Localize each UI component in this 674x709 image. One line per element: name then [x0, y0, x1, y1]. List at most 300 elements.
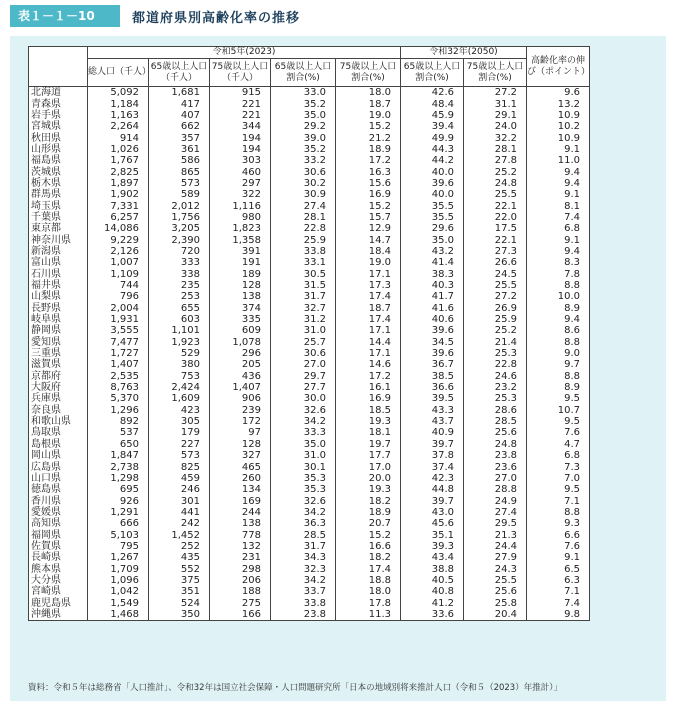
- table-row: [29, 325, 590, 336]
- value-cell: 30.6: [271, 166, 336, 177]
- value-cell: 5,092: [88, 87, 149, 99]
- value-cell: 417: [149, 98, 210, 109]
- value-cell: 34.2: [271, 416, 336, 427]
- value-cell: 25.2: [464, 325, 527, 336]
- value-cell: 18.2: [336, 552, 401, 563]
- value-cell: 8,763: [88, 382, 149, 393]
- value-cell: 1,931: [88, 314, 149, 325]
- value-cell: 239: [210, 405, 271, 416]
- table-row: [29, 87, 590, 99]
- value-cell: 18.1: [336, 427, 401, 438]
- value-cell: 1,296: [88, 405, 149, 416]
- value-cell: 38.8: [401, 563, 464, 574]
- value-cell: 23.2: [464, 382, 527, 393]
- value-cell: 374: [210, 303, 271, 314]
- value-cell: 9.5: [527, 484, 590, 495]
- value-cell: 35.0: [401, 234, 464, 245]
- table-row: [29, 121, 590, 132]
- value-cell: 695: [88, 484, 149, 495]
- value-cell: 29.2: [271, 121, 336, 132]
- value-cell: 7.3: [527, 461, 590, 472]
- value-cell: 34.2: [271, 575, 336, 586]
- value-cell: 17.1: [336, 269, 401, 280]
- table-row: [29, 495, 590, 506]
- value-cell: 27.2: [464, 87, 527, 99]
- value-cell: 9.7: [527, 359, 590, 370]
- column-header: 75歳以上人口割合(%): [336, 59, 401, 87]
- value-cell: 1,468: [88, 609, 149, 621]
- value-cell: 6.8: [527, 223, 590, 234]
- value-cell: 44.8: [401, 484, 464, 495]
- value-cell: 41.6: [401, 303, 464, 314]
- value-cell: 10.2: [527, 121, 590, 132]
- value-cell: 1,897: [88, 178, 149, 189]
- value-cell: 33.2: [271, 155, 336, 166]
- value-cell: 14.4: [336, 337, 401, 348]
- table-header: [10, 4, 300, 28]
- value-cell: 865: [149, 166, 210, 177]
- table-row: [29, 450, 590, 461]
- value-cell: 18.7: [336, 98, 401, 109]
- prefecture-cell: 青森県: [29, 98, 88, 109]
- column-header: 65歳以上人口割合(%): [271, 59, 336, 87]
- value-cell: 235: [149, 280, 210, 291]
- value-cell: 39.3: [401, 541, 464, 552]
- value-cell: 6.5: [527, 563, 590, 574]
- value-cell: 22.8: [271, 223, 336, 234]
- value-cell: 27.8: [464, 155, 527, 166]
- value-cell: 23.8: [464, 450, 527, 461]
- value-cell: 17.5: [464, 223, 527, 234]
- value-cell: 3,555: [88, 325, 149, 336]
- table-row: [29, 552, 590, 563]
- table-row: [29, 484, 590, 495]
- value-cell: 25.9: [271, 234, 336, 245]
- value-cell: 6.8: [527, 450, 590, 461]
- value-cell: 12.9: [336, 223, 401, 234]
- value-cell: 30.2: [271, 178, 336, 189]
- value-cell: 35.5: [401, 200, 464, 211]
- prefecture-cell: 大分県: [29, 575, 88, 586]
- value-cell: 19.3: [336, 416, 401, 427]
- table-row: [29, 518, 590, 529]
- value-cell: 25.5: [464, 280, 527, 291]
- value-cell: 9.1: [527, 189, 590, 200]
- value-cell: 573: [149, 178, 210, 189]
- value-cell: 43.4: [401, 552, 464, 563]
- table-title: 都道府県別高齢化率の推移: [132, 10, 301, 26]
- value-cell: 16.6: [336, 541, 401, 552]
- prefecture-cell: 高知県: [29, 518, 88, 529]
- prefecture-cell: 香川県: [29, 495, 88, 506]
- value-cell: 40.0: [401, 189, 464, 200]
- value-cell: 188: [210, 586, 271, 597]
- value-cell: 9.6: [527, 87, 590, 99]
- value-cell: 666: [88, 518, 149, 529]
- table-row: [29, 303, 590, 314]
- value-cell: 35.0: [271, 439, 336, 450]
- value-cell: 720: [149, 246, 210, 257]
- value-cell: 17.4: [336, 314, 401, 325]
- value-cell: 1,756: [149, 212, 210, 223]
- value-cell: 15.2: [336, 529, 401, 540]
- table-row: [29, 507, 590, 518]
- value-cell: 1,116: [210, 200, 271, 211]
- value-cell: 37.4: [401, 461, 464, 472]
- value-cell: 25.9: [464, 314, 527, 325]
- prefecture-cell: 神奈川県: [29, 234, 88, 245]
- prefecture-cell: 熊本県: [29, 563, 88, 574]
- value-cell: 391: [210, 246, 271, 257]
- table-row: [29, 110, 590, 121]
- value-cell: 529: [149, 348, 210, 359]
- column-header: 75歳以上人口（千人）: [210, 59, 271, 87]
- value-cell: 8.8: [527, 280, 590, 291]
- value-cell: 465: [210, 461, 271, 472]
- value-cell: 586: [149, 155, 210, 166]
- value-cell: 25.3: [464, 348, 527, 359]
- value-cell: 30.9: [271, 189, 336, 200]
- value-cell: 25.5: [464, 189, 527, 200]
- table-row: [29, 337, 590, 348]
- prefecture-cell: 福井県: [29, 280, 88, 291]
- table-row: [29, 155, 590, 166]
- value-cell: 5,103: [88, 529, 149, 540]
- table-row: [29, 529, 590, 540]
- value-cell: 25.5: [464, 575, 527, 586]
- value-cell: 26.9: [464, 303, 527, 314]
- value-cell: 45.6: [401, 518, 464, 529]
- value-cell: 25.3: [464, 393, 527, 404]
- value-cell: 37.8: [401, 450, 464, 461]
- value-cell: 333: [149, 257, 210, 268]
- value-cell: 4.7: [527, 439, 590, 450]
- prefecture-cell: 京都府: [29, 371, 88, 382]
- value-cell: 1,452: [149, 529, 210, 540]
- value-cell: 25.8: [464, 597, 527, 608]
- value-cell: 7,331: [88, 200, 149, 211]
- value-cell: 573: [149, 450, 210, 461]
- column-header: 75歳以上人口割合(%): [464, 59, 527, 87]
- value-cell: 35.3: [271, 473, 336, 484]
- table-row: [29, 348, 590, 359]
- value-cell: 2,264: [88, 121, 149, 132]
- value-cell: 43.3: [401, 405, 464, 416]
- value-cell: 23.6: [464, 461, 527, 472]
- value-cell: 20.4: [464, 609, 527, 621]
- value-cell: 43.7: [401, 416, 464, 427]
- value-cell: 335: [210, 314, 271, 325]
- value-cell: 40.5: [401, 575, 464, 586]
- value-cell: 301: [149, 495, 210, 506]
- table-row: [29, 132, 590, 143]
- value-cell: 32.7: [271, 303, 336, 314]
- value-cell: 24.4: [464, 541, 527, 552]
- value-cell: 25.6: [464, 427, 527, 438]
- table-row: [29, 98, 590, 109]
- value-cell: 1,549: [88, 597, 149, 608]
- value-cell: 1,407: [88, 359, 149, 370]
- value-cell: 35.0: [271, 110, 336, 121]
- table-body: [29, 87, 590, 621]
- value-cell: 8.1: [527, 200, 590, 211]
- value-cell: 128: [210, 439, 271, 450]
- value-cell: 26.6: [464, 257, 527, 268]
- value-cell: 33.6: [401, 609, 464, 621]
- value-cell: 39.7: [401, 439, 464, 450]
- value-cell: 25.6: [464, 586, 527, 597]
- increase-header: 高齢化率の伸び（ポイント）: [527, 47, 590, 87]
- prefecture-cell: 三重県: [29, 348, 88, 359]
- value-cell: 1,184: [88, 98, 149, 109]
- value-cell: 17.8: [336, 597, 401, 608]
- value-cell: 32.6: [271, 495, 336, 506]
- value-cell: 296: [210, 348, 271, 359]
- value-cell: 32.6: [271, 405, 336, 416]
- value-cell: 33.8: [271, 597, 336, 608]
- table-row: [29, 382, 590, 393]
- value-cell: 297: [210, 178, 271, 189]
- table-row: [29, 291, 590, 302]
- table-row: [29, 371, 590, 382]
- value-cell: 914: [88, 132, 149, 143]
- value-cell: 1,767: [88, 155, 149, 166]
- value-cell: 650: [88, 439, 149, 450]
- value-cell: 138: [210, 518, 271, 529]
- value-cell: 21.3: [464, 529, 527, 540]
- value-cell: 33.3: [271, 427, 336, 438]
- prefecture-cell: 鹿児島県: [29, 597, 88, 608]
- table-row: [29, 563, 590, 574]
- value-cell: 39.6: [401, 178, 464, 189]
- value-cell: 18.8: [336, 575, 401, 586]
- value-cell: 7,477: [88, 337, 149, 348]
- prefecture-cell: 鳥取県: [29, 427, 88, 438]
- value-cell: 28.6: [464, 405, 527, 416]
- value-cell: 10.9: [527, 132, 590, 143]
- value-cell: 16.1: [336, 382, 401, 393]
- value-cell: 30.6: [271, 348, 336, 359]
- value-cell: 11.3: [336, 609, 401, 621]
- value-cell: 1,847: [88, 450, 149, 461]
- value-cell: 44.3: [401, 144, 464, 155]
- value-cell: 7.1: [527, 495, 590, 506]
- value-cell: 194: [210, 132, 271, 143]
- value-cell: 16.9: [336, 189, 401, 200]
- value-cell: 22.8: [464, 359, 527, 370]
- value-cell: 28.1: [464, 144, 527, 155]
- value-cell: 18.7: [336, 303, 401, 314]
- value-cell: 166: [210, 609, 271, 621]
- table-row: [29, 541, 590, 552]
- value-cell: 10.0: [527, 291, 590, 302]
- value-cell: 8.8: [527, 337, 590, 348]
- value-cell: 15.2: [336, 121, 401, 132]
- value-cell: 33.1: [271, 257, 336, 268]
- value-cell: 19.3: [336, 484, 401, 495]
- value-cell: 275: [210, 597, 271, 608]
- value-cell: 2,424: [149, 382, 210, 393]
- value-cell: 41.2: [401, 597, 464, 608]
- value-cell: 662: [149, 121, 210, 132]
- value-cell: 2,004: [88, 303, 149, 314]
- value-cell: 30.1: [271, 461, 336, 472]
- value-cell: 357: [149, 132, 210, 143]
- prefecture-header: [29, 47, 88, 87]
- value-cell: 1,007: [88, 257, 149, 268]
- value-cell: 40.9: [401, 427, 464, 438]
- value-cell: 27.2: [464, 291, 527, 302]
- value-cell: 407: [149, 110, 210, 121]
- value-cell: 18.4: [336, 246, 401, 257]
- group-header-2050: 令和32年(2050): [401, 47, 527, 59]
- value-cell: 13.2: [527, 98, 590, 109]
- table-row: [29, 416, 590, 427]
- table-row: [29, 223, 590, 234]
- prefecture-cell: 千葉県: [29, 212, 88, 223]
- value-cell: 42.3: [401, 473, 464, 484]
- prefecture-cell: 奈良県: [29, 405, 88, 416]
- value-cell: 1,109: [88, 269, 149, 280]
- table-row: [29, 314, 590, 325]
- prefecture-cell: 宮崎県: [29, 586, 88, 597]
- prefecture-cell: 岐阜県: [29, 314, 88, 325]
- value-cell: 915: [210, 87, 271, 99]
- value-cell: 9.5: [527, 416, 590, 427]
- value-cell: 35.2: [271, 144, 336, 155]
- value-cell: 189: [210, 269, 271, 280]
- value-cell: 20.0: [336, 473, 401, 484]
- value-cell: 1,923: [149, 337, 210, 348]
- value-cell: 1,026: [88, 144, 149, 155]
- prefecture-cell: 山形県: [29, 144, 88, 155]
- value-cell: 8.8: [527, 507, 590, 518]
- table-row: [29, 189, 590, 200]
- value-cell: 11.0: [527, 155, 590, 166]
- value-cell: 41.4: [401, 257, 464, 268]
- prefecture-cell: 北海道: [29, 87, 88, 99]
- value-cell: 375: [149, 575, 210, 586]
- value-cell: 32.3: [271, 563, 336, 574]
- prefecture-cell: 東京都: [29, 223, 88, 234]
- table-row: [29, 144, 590, 155]
- table-row: [29, 166, 590, 177]
- value-cell: 39.4: [401, 121, 464, 132]
- prefecture-cell: 佐賀県: [29, 541, 88, 552]
- value-cell: 603: [149, 314, 210, 325]
- value-cell: 338: [149, 269, 210, 280]
- value-cell: 28.8: [464, 484, 527, 495]
- value-cell: 97: [210, 427, 271, 438]
- value-cell: 7.0: [527, 473, 590, 484]
- value-cell: 980: [210, 212, 271, 223]
- table-row: [29, 439, 590, 450]
- value-cell: 3,205: [149, 223, 210, 234]
- table-row: [29, 586, 590, 597]
- value-cell: 27.4: [464, 507, 527, 518]
- value-cell: 14.7: [336, 234, 401, 245]
- value-cell: 9.5: [527, 393, 590, 404]
- value-cell: 6.3: [527, 575, 590, 586]
- prefecture-cell: 埼玉県: [29, 200, 88, 211]
- column-header: 65歳以上人口割合(%): [401, 59, 464, 87]
- value-cell: 31.2: [271, 314, 336, 325]
- value-cell: 18.0: [336, 87, 401, 99]
- value-cell: 1,078: [210, 337, 271, 348]
- value-cell: 40.3: [401, 280, 464, 291]
- value-cell: 39.6: [401, 348, 464, 359]
- value-cell: 9.4: [527, 246, 590, 257]
- value-cell: 17.1: [336, 348, 401, 359]
- value-cell: 191: [210, 257, 271, 268]
- value-cell: 9.4: [527, 178, 590, 189]
- table-row: [29, 178, 590, 189]
- value-cell: 25.2: [464, 166, 527, 177]
- value-cell: 9.0: [527, 348, 590, 359]
- prefecture-cell: 島根県: [29, 439, 88, 450]
- prefecture-cell: 兵庫県: [29, 393, 88, 404]
- prefecture-cell: 秋田県: [29, 132, 88, 143]
- value-cell: 8.6: [527, 325, 590, 336]
- prefecture-cell: 宮城県: [29, 121, 88, 132]
- value-cell: 242: [149, 518, 210, 529]
- value-cell: 796: [88, 291, 149, 302]
- value-cell: 19.7: [336, 439, 401, 450]
- prefecture-cell: 広島県: [29, 461, 88, 472]
- value-cell: 7.4: [527, 597, 590, 608]
- value-cell: 34.3: [271, 552, 336, 563]
- value-cell: 10.7: [527, 405, 590, 416]
- value-cell: 28.1: [271, 212, 336, 223]
- table-row: [29, 269, 590, 280]
- value-cell: 9.1: [527, 144, 590, 155]
- value-cell: 22.1: [464, 234, 527, 245]
- value-cell: 778: [210, 529, 271, 540]
- value-cell: 17.3: [336, 280, 401, 291]
- value-cell: 35.1: [401, 529, 464, 540]
- prefecture-cell: 愛媛県: [29, 507, 88, 518]
- value-cell: 35.5: [401, 212, 464, 223]
- value-cell: 39.6: [401, 325, 464, 336]
- table-row: [29, 427, 590, 438]
- value-cell: 32.2: [464, 132, 527, 143]
- prefecture-cell: 茨城県: [29, 166, 88, 177]
- value-cell: 1,358: [210, 234, 271, 245]
- value-cell: 1,709: [88, 563, 149, 574]
- value-cell: 10.9: [527, 110, 590, 121]
- value-cell: 41.7: [401, 291, 464, 302]
- value-cell: 1,681: [149, 87, 210, 99]
- value-cell: 9.4: [527, 314, 590, 325]
- prefecture-cell: 山梨県: [29, 291, 88, 302]
- value-cell: 27.4: [271, 200, 336, 211]
- value-cell: 25.7: [271, 337, 336, 348]
- value-cell: 33.7: [271, 586, 336, 597]
- value-cell: 7.8: [527, 269, 590, 280]
- value-cell: 7.6: [527, 541, 590, 552]
- value-cell: 27.0: [464, 473, 527, 484]
- value-cell: 221: [210, 98, 271, 109]
- value-cell: 30.0: [271, 393, 336, 404]
- value-cell: 29.6: [401, 223, 464, 234]
- prefecture-cell: 富山県: [29, 257, 88, 268]
- value-cell: 14,086: [88, 223, 149, 234]
- value-cell: 19.0: [336, 257, 401, 268]
- prefecture-cell: 長野県: [29, 303, 88, 314]
- value-cell: 246: [149, 484, 210, 495]
- value-cell: 350: [149, 609, 210, 621]
- value-cell: 29.5: [464, 518, 527, 529]
